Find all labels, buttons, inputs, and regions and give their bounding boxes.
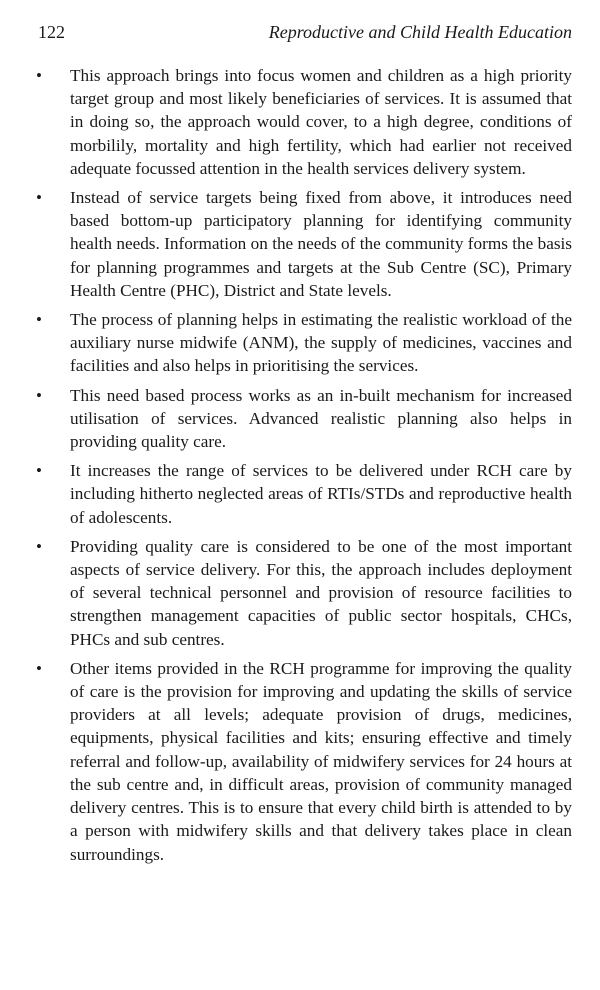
bullet-marker: •	[36, 658, 42, 678]
bullet-item	[30, 657, 572, 866]
bullet-item	[30, 459, 572, 529]
bullet-text: This approach brings into focus women and children as a high priority target group and most likely beneficiaries of services. It is assumed that in doing so, the approach would cover, to a high degree, conditions of morbilily, mortality and high fertility, which had earlier not received adequate focussed attention in the health services delivery system.	[70, 66, 572, 178]
bullet-marker: •	[36, 188, 42, 208]
bullet-item	[30, 535, 572, 651]
page-header	[38, 22, 572, 48]
bullet-text: It increases the range of services to be delivered under RCH care by including hitherto neglected areas of RTIs/STDs and reproductive health of adolescents.	[70, 461, 572, 527]
bullet-text: This need based process works as an in-built mechanism for increased utilisation of services. Advanced realistic planning also helps in providing quality care.	[70, 385, 572, 452]
bullet-text: Providing quality care is considered to be one of the most important aspects of service delivery. For this, the approach includes deployment of several technical personnel and provision of resource facilities to strengthen management capacities of public sector hospitals, CHCs, PHCs and sub centres.	[70, 536, 572, 649]
running-title: Reproductive and Child Health Education	[268, 22, 572, 42]
bullet-item	[30, 186, 572, 302]
bullet-list	[30, 64, 572, 872]
bullet-marker: •	[36, 461, 42, 481]
page-number: 122	[38, 22, 65, 42]
bullet-item	[30, 64, 572, 180]
bullet-text: Instead of service targets being fixed from above, it introduces need based bottom-up participatory planning for identifying community health needs. Information on the needs of the community forms the basis for planning programmes and targets at the Sub Centre (SC), Primary Health Centre (PHC), District and State levels.	[70, 188, 572, 300]
bullet-marker: •	[36, 66, 42, 85]
bullet-marker: •	[36, 385, 42, 405]
bullet-item	[30, 384, 572, 454]
bullet-item	[30, 308, 572, 378]
bullet-marker: •	[36, 536, 42, 556]
bullet-text: The process of planning helps in estimating the realistic workload of the auxiliary nurse midwife (ANM), the supply of medicines, vaccines and facilities and also helps in prioritising the services.	[70, 310, 572, 376]
bullet-marker: •	[36, 310, 42, 330]
bullet-text: Other items provided in the RCH programme for improving the quality of care is the provision for improving and updating the skills of service providers at all levels; adequate provision of drugs, medicines, equipments, physical facilities and kits; ensuring effective and timely referral and follow-up, availability of midwifery services for 24 hours at the sub centre and, in difficult areas, provision of community managed delivery centres. This is to ensure that every child birth is attended to by a person with midwifery skills and that delivery takes place in clean surroundings.	[70, 658, 572, 864]
